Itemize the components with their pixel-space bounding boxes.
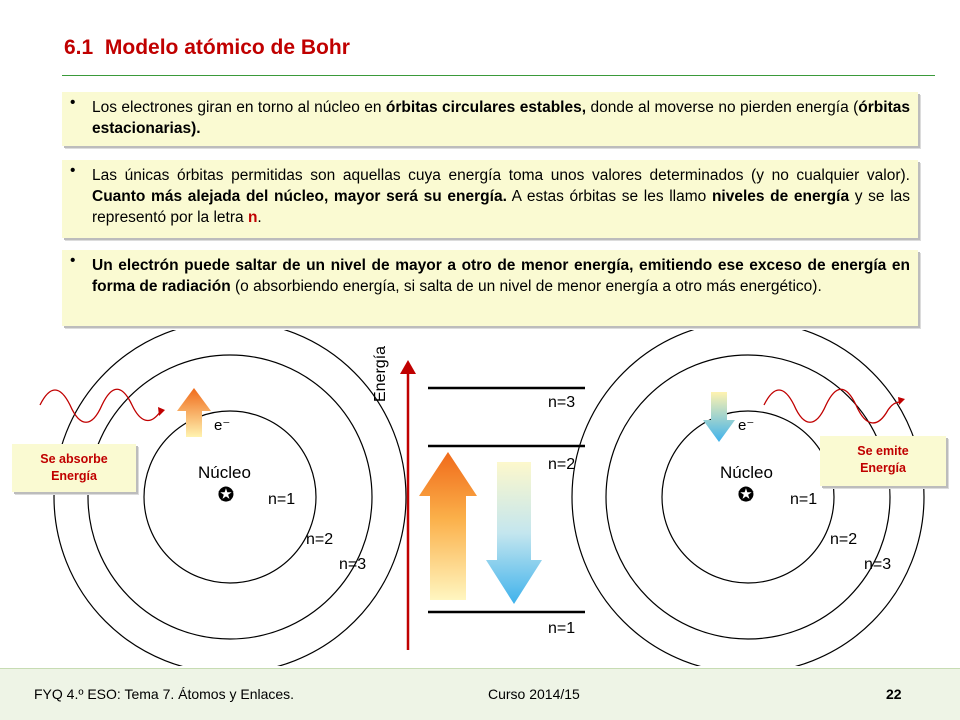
- callout-line: Se emite: [857, 444, 909, 458]
- bullet-text: [92, 165, 910, 228]
- bold-segment: Un electrón puede saltar de un nivel de mayor a otro de menor energía, emitiendo ese exceso de energía en forma de radiación: [92, 257, 910, 295]
- slide-title-text: Modelo atómico de Bohr: [104, 36, 350, 59]
- bullet-text: [92, 255, 910, 297]
- wave-arrowhead-icon: [158, 407, 165, 416]
- footer-divider: [0, 668, 960, 669]
- orbit-label-n1: n=1: [268, 491, 296, 508]
- energy-level-n1: n=1: [548, 620, 576, 637]
- footer-year: Curso 2014/15: [488, 686, 580, 702]
- text-segment: A estas órbitas se les llamo: [506, 188, 712, 205]
- title-divider: [62, 75, 935, 76]
- text-segment: Los electrones giran en torno al núcleo en: [92, 99, 386, 116]
- bullet-marker: •: [70, 162, 76, 179]
- slide-title: [64, 36, 350, 60]
- absorb-arrow-icon: [177, 388, 211, 437]
- bold-segment: órbitas estacionarias).: [92, 99, 910, 137]
- footer-course: FYQ 4.º ESO: Tema 7. Átomos y Enlaces.: [34, 686, 295, 702]
- absorption-arrow-icon: [419, 452, 477, 600]
- text-segment: (o absorbiendo energía, si salta de un nivel de menor energía a otro más energético).: [230, 278, 822, 295]
- text-segment: .: [257, 209, 262, 226]
- absorb-energy-callout: [12, 444, 136, 492]
- bullet-text: [92, 97, 910, 139]
- bold-segment: n: [247, 209, 258, 226]
- text-segment: y se las representó por la letra: [92, 188, 911, 226]
- nucleus-symbol: ✪: [218, 485, 234, 506]
- orbit-label-n3: n=3: [864, 556, 892, 573]
- emit-energy-callout: [820, 436, 946, 486]
- outgoing-wave-icon: [764, 389, 900, 423]
- orbit-label-n1: n=1: [790, 491, 818, 508]
- energy-level-n3: n=3: [548, 394, 576, 411]
- text-segment: donde al moverse no pierden energía (: [586, 99, 859, 116]
- bullet-marker: •: [70, 94, 76, 111]
- bullet-box-levels: [62, 160, 918, 238]
- electron-label: e⁻: [214, 417, 231, 434]
- energy-axis-arrowhead-icon: [400, 360, 416, 374]
- wave-arrowhead-icon: [898, 397, 905, 405]
- callout-line: Energía: [860, 461, 906, 475]
- page-number: 22: [886, 686, 902, 702]
- callout-line: Energía: [51, 469, 97, 483]
- orbit-label-n2: n=2: [306, 531, 334, 548]
- orbit-label-n3: n=3: [339, 556, 367, 573]
- callout-line: Se absorbe: [40, 452, 108, 466]
- bullet-box-orbits: [62, 92, 918, 146]
- bold-segment: Cuanto más alejada del núcleo, mayor será su energía.: [92, 188, 507, 205]
- nucleus-symbol: ✪: [738, 485, 754, 506]
- slide-number: 6.1: [64, 36, 94, 59]
- electron-label: e⁻: [738, 417, 755, 434]
- nucleus-label: Núcleo: [198, 463, 251, 482]
- emit-arrow-icon: [703, 392, 735, 442]
- energy-axis-label: Energía: [372, 345, 389, 402]
- emission-arrow-icon: [486, 462, 542, 604]
- bold-segment: niveles de energía: [711, 188, 850, 205]
- text-segment: Las únicas órbitas permitidas son aquellas cuya energía toma unos valores determinados (y no cualquier valor).: [92, 167, 910, 184]
- bullet-marker: •: [70, 252, 76, 269]
- orbit-label-n2: n=2: [830, 531, 858, 548]
- bullet-box-transitions: [62, 250, 918, 326]
- bold-segment: órbitas circulares estables,: [385, 99, 587, 116]
- energy-level-n2: n=2: [548, 456, 576, 473]
- incoming-wave-icon: [40, 389, 160, 422]
- nucleus-label: Núcleo: [720, 463, 773, 482]
